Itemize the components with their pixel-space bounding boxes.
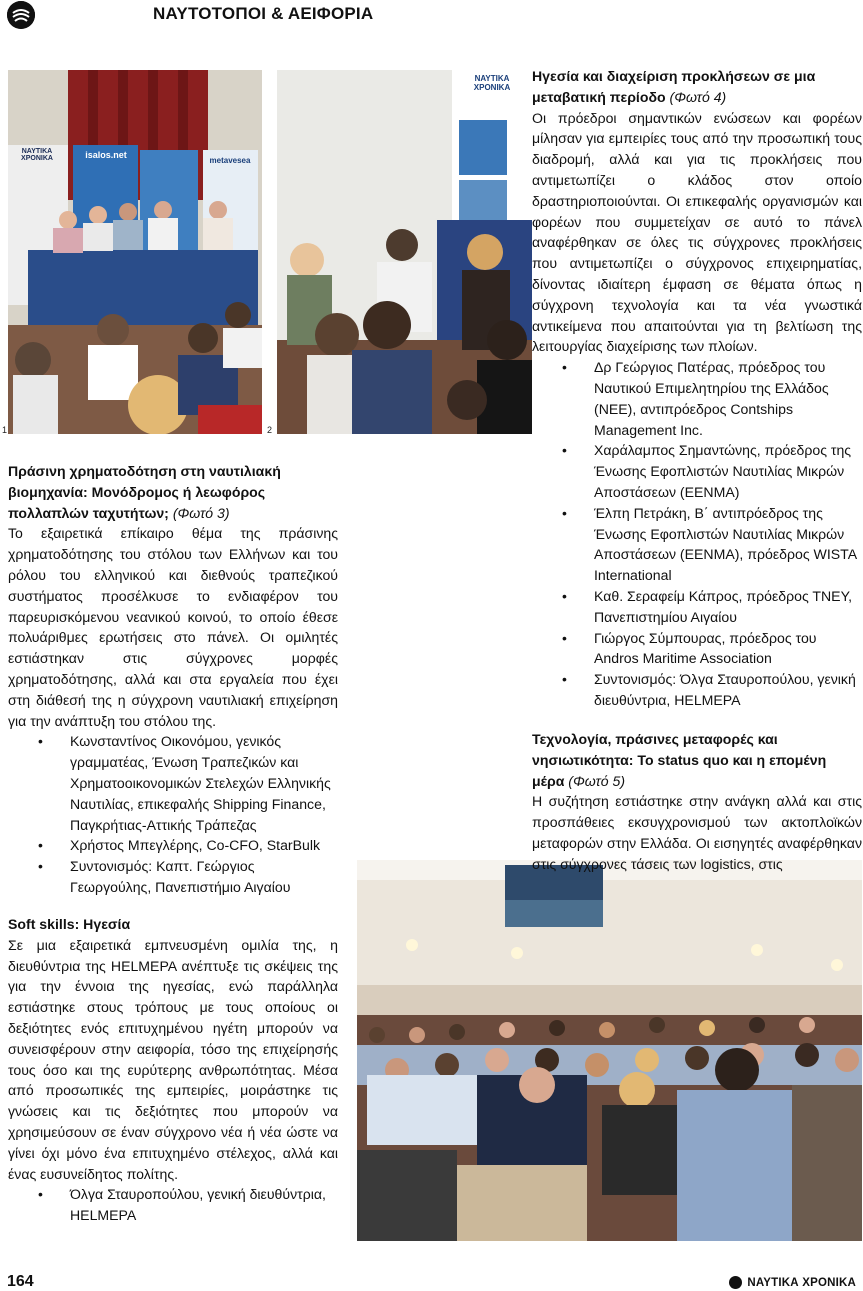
photo-1-panel	[8, 70, 262, 434]
soft-skills-speakers	[8, 1184, 338, 1226]
magazine-logo-icon	[7, 1, 35, 29]
magazine-logo-icon	[729, 1276, 742, 1289]
technology-heading-text: Τεχνολογία, πράσινες μεταφορές και νησιωτικότητα: Το status quo και η επομένη μέρα	[532, 731, 827, 789]
green-finance-body: Το εξαιρετικά επίκαιρο θέμα της πράσινης χρηματοδότησης του στόλου των Ελλήνων και του ρόλου του ελληνικού και διεθνούς τραπεζικού συστήματος προσέλκυσε το ενδιαφέρον του παρευρισκόμενου νεανικού κοινού, το οποίο έθεσε πολυάριθμες ερωτήσεις στο πάνελ. Οι ομιλητές εστιάστηκαν στις σύγχρονες μορφές χρηματοδότησης, αλλά και στα εργαλεία που έχει στη διάθεσή της η σύγχρονη ναυτιλιακή επιχείρηση για την ανάπτυξη του στόλου της.	[8, 525, 338, 729]
soft-skills-body: Σε μια εξαιρετικά εμπνευσμένη ομιλία της, η διευθύντρια της HELMEPA ανέπτυξε τις σκέψεις της για την έννοια της ηγεσίας, ενώ παράλληλα εστιάστηκε στους τρόπους με τους οποίους οι δεξιότητες ενός επιτυχημένου ηγέτη μπορούν να συνεισφέρουν στην αειφορία, τόσο της επιχείρησής τους όσο και της ευρύτερης ανθρωπότητας. Μέσα από προσωπικές της εμπειρίες, μοιράστηκε τις γνώσεις και τις δεξιότητες που μπορούν να χρησιμεύσουν σε έναν σύγχρονο νέα ή νέα ώστε να γίνει όχι μόνο ένα επιτυχημένο στέλεχος, αλλά και ένας ευσυνείδητος πολίτης.	[8, 936, 338, 1182]
green-finance-photo-ref: (Φωτό 3)	[172, 504, 230, 521]
leadership-body: Οι πρόεδροι σημαντικών ενώσεων και φορέων μίλησαν για εμπειρίες τους από την προσωπική τους διαδρομή, αλλά και για τις προκλήσεις που αντιμετωπίζει ο κλάδος στον οποίο δραστηριοποιούνται. Οι επικεφαλής οργανισμών και φορέων που συμμετείχαν σε αυτό το πάνελ αναφέρθηκαν σε όλες τις σύγχρονες προκλήσεις που αντιμετωπίζει ο σύγχρονος επιχειρηματίας, δίνοντας ιδιαίτερη έμφαση σε θέματα όπως η σύγχρονη τεχνολογία και τα νέα γνωστικά αντικείμενα που απαιτούνται για τη βελτίωση της λειτουργίας διαχείρισης των πλοίων.	[532, 109, 862, 355]
list-item: • Κωνσταντίνος Οικονόμου, γενικός γραμματέας, Ένωση Τραπεζικών και Χρηματοοικονομικών Στελεχών Ελληνικής Ναυτιλίας, επικεφαλής Shipping Finance, Παγκρήτιας-Αττικής Τράπεζας	[8, 731, 338, 835]
column-right-top	[532, 66, 862, 711]
list-item: • Συντονισμός: Καπτ. Γεώργιος Γεωργούλης, Πανεπιστήμιο Αιγαίου	[8, 856, 338, 898]
soft-skills-heading: Soft skills: Ηγεσία	[8, 916, 131, 932]
leadership-speakers	[532, 357, 862, 711]
photo-2-speakers	[277, 70, 532, 434]
section-title: ΝΑΥΤΟΤΟΠΟΙ & ΑΕΙΦΟΡΙΑ	[153, 4, 374, 23]
list-item: • Καθ. Σεραφείμ Κάπρος, πρόεδρος ΤΝΕΥ, Πανεπιστημίου Αιγαίου	[532, 586, 862, 628]
list-item: • Γιώργος Σύμπουρας, πρόεδρος του Andros Maritime Association	[532, 628, 862, 670]
magazine-name: ΝΑΥΤΙΚΑ ΧΡΟΝΙΚΑ	[747, 1276, 856, 1289]
technology-heading	[532, 729, 862, 791]
photo-2-number: 2	[267, 425, 273, 435]
photo-1-banner-3: metavesea	[209, 156, 251, 165]
list-item: • Δρ Γεώργιος Πατέρας, πρόεδρος του Ναυτικού Επιμελητηρίου της Ελλάδος (ΝΕΕ), αντιπρόεδρος Contships Management Inc.	[532, 357, 862, 440]
photo-1-banner-2: isalos.net	[85, 150, 127, 160]
green-finance-heading	[8, 461, 338, 523]
leadership-photo-ref: (Φωτό 4)	[669, 88, 727, 105]
footer-magazine-logo	[729, 1276, 856, 1289]
photo-2-banner: ΝΑΥΤΙΚΑ ΧΡΟΝΙΚΑ	[473, 74, 511, 92]
photo-1-banner-1: ΝΑΥΤΙΚΑ ΧΡΟΝΙΚΑ	[21, 148, 53, 162]
page-number: 164	[7, 1273, 34, 1290]
photo-1-number: 1	[2, 425, 8, 435]
technology-photo-ref: (Φωτό 5)	[568, 772, 626, 789]
column-left-top	[8, 461, 338, 898]
list-item: • Έλπη Πετράκη, Β΄ αντιπρόεδρος της Ένωσης Εφοπλιστών Ναυτιλίας Μικρών Αποστάσεων (ΕΕΝΜΑ), πρόεδρος WISTA International	[532, 503, 862, 586]
list-item: • Συντονισμός: Όλγα Σταυροπούλου, γενική διευθύντρια, HELMEPA	[532, 669, 862, 711]
list-item: • Όλγα Σταυροπούλου, γενική διευθύντρια, HELMEPA	[8, 1184, 338, 1226]
leadership-heading-text: Ηγεσία και διαχείριση προκλήσεων σε μια μεταβατική περίοδο	[532, 68, 816, 105]
leadership-heading	[532, 66, 862, 108]
column-right-bottom	[532, 729, 862, 875]
list-item: • Χρήστος Μπεγλέρης, Co-CFO, StarBulk	[8, 835, 338, 856]
column-left-bottom	[8, 914, 338, 1226]
green-finance-heading-text: Πράσινη χρηματοδότηση στη ναυτιλιακή βιομηχανία: Μονόδρομος ή λεωφόρος πολλαπλών ταχυτήτων;	[8, 463, 281, 521]
list-item: • Χαράλαμπος Σημαντώνης, πρόεδρος της Ένωσης Εφοπλιστών Ναυτιλίας Μικρών Αποστάσεων (ΕΕΝΜΑ)	[532, 440, 862, 502]
photo-5-audience	[357, 860, 862, 1241]
green-finance-speakers	[8, 731, 338, 897]
technology-body: Η συζήτηση εστιάστηκε στην ανάγκη αλλά και στις προσπάθειες εκσυγχρονισμού των ακτοπλοϊκών μεταφορών στην Ελλάδα. Οι εισηγητές αναφέρθηκαν στις σύγχρονες τάσεις των logistics, στις	[532, 793, 862, 872]
